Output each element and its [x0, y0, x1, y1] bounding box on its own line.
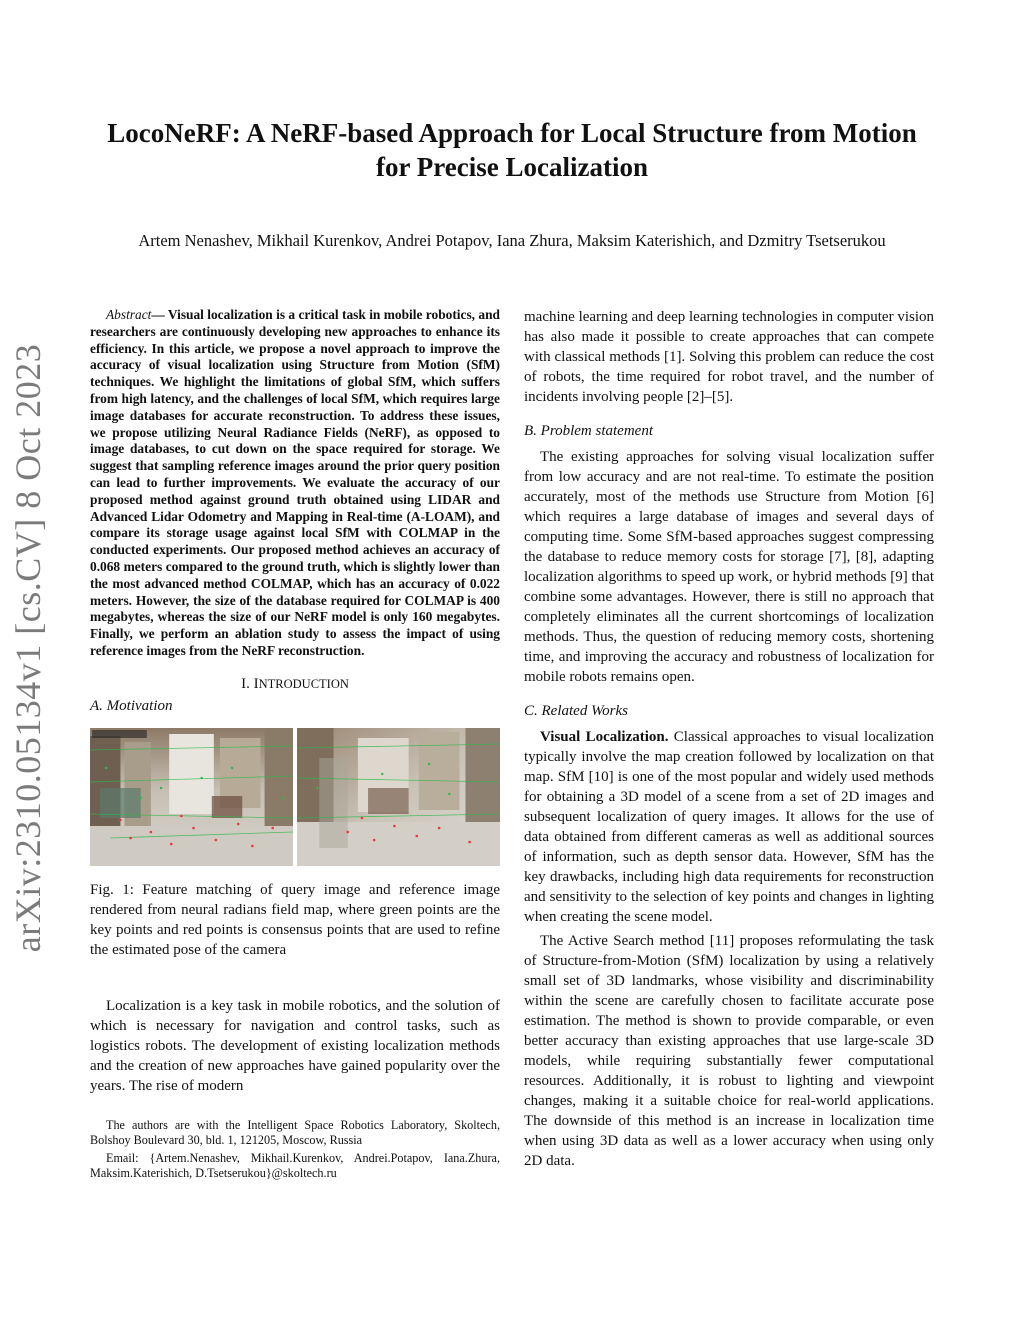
active-search-paragraph: The Active Search method [11] proposes reformulating the task of Structure-from-Motion (SfM) localization by using a relatively small set of 3D landmarks, whose visibility and discriminability within the scene are carefully chosen to facilitate accurate pose estimation. The method is shown to provide comparable, or even better accuracy than existing approaches that use large-scale 3D models, while requiring substantially fewer computational resources. Additionally, it is robust to lighting and viewpoint changes, making it a suitable choice for real-world applications. The downside of this method is an increase in localization time when using 3D data as well as a lower accuracy when using only 2D data. — [524, 933, 934, 1169]
query-image — [90, 728, 293, 866]
intro-continuation: machine learning and deep learning technologies in computer vision has also made it possible to create approaches that can compete with classical methods [1]. Solving this problem can reduce the cost of robots, the time required for robot travel, and the number of incidents involving people [2]–[5]. — [524, 309, 934, 405]
abstract-text: Visual localization is a critical task in mobile robotics, and researchers are continuously developing new approaches to enhance its efficiency. In this article, we propose a novel approach to improve the accuracy of visual localization using Structure from Motion (SfM) techniques. We highlight the limitations of global SfM, which suffers from high latency, and the challenges of local SfM, which requires large image databases for accurate reconstruction. To address these issues, we propose utilizing Neural Radiance Fields (NeRF), as opposed to image databases, to cut down on the space required for storage. We suggest that sampling reference images around the prior query position can lead to further improvements. We evaluate the accuracy of our proposed method against ground truth obtained using LIDAR and Advanced Lidar Odometry and Mapping in Real-time (A-LOAM), and compare its storage usage against local SfM with COLMAP in the conducted experiments. Our proposed method achieves an accuracy of 0.068 meters compared to the ground truth, which is slightly lower than the most advanced method COLMAP, which has an accuracy of 0.022 meters. However, the size of the database required for COLMAP is 400 megabytes, whereas the size of our NeRF model is only 160 megabytes. Finally, we perform an ablation study to assess the impact of using reference images from the NeRF reconstruction. — [90, 307, 500, 658]
figure-1-caption: Fig. 1: Feature matching of query image and reference image rendered from neural radians field map, where green points are the key points and red points is consensus points that are used to refine the estimated pose of the camera — [90, 881, 500, 958]
abstract-label: Abstract — [106, 307, 152, 322]
visual-localization-paragraph — [524, 727, 934, 927]
figure-1 — [90, 728, 500, 866]
subsection-problem-statement: B. Problem statement — [524, 423, 654, 439]
footnote — [90, 1118, 500, 1181]
paper-title — [60, 116, 964, 184]
reference-image — [297, 728, 500, 866]
subsection-motivation: A. Motivation — [90, 697, 173, 714]
visual-localization-text: Classical approaches to visual localization typically involve the map creation followed by localization on that map. SfM [10] is one of the most popular and widely used methods for obtaining a 3D model of a scene from a set of 2D images and subsequent localization of query images. It allows for the use of data obtained from different cameras as well as additional sources of information, such as depth sensor data. However, SfM has the key drawbacks, including high data requirements for reconstruction and sensitivity to the selection of key points and changes in lighting when creating the scene model. — [524, 729, 935, 925]
footnote-email: Email: {Artem.Nenashev, Mikhail.Kurenkov, Andrei.Potapov, Iana.Zhura, Maksim.Katerishich, D.Tsetserukou}@skoltech.ru — [90, 1150, 500, 1180]
title-line-2: for Precise Localization — [376, 152, 648, 182]
title-line-1: LocoNeRF: A NeRF-based Approach for Local Structure from Motion — [107, 118, 917, 148]
intro-paragraph: Localization is a key task in mobile robotics, and the solution of which is necessary for navigation and control tasks, such as logistics robots. The development of existing localization methods and the creation of new approaches have gained popularity over the years. The rise of modern — [90, 997, 500, 1094]
section-heading-introduction: I. INTRODUCTION — [241, 675, 349, 692]
footnote-affiliation: The authors are with the Intelligent Space Robotics Laboratory, Skoltech, Bolshoy Boulevard 30, bld. 1, 121205, Moscow, Russia — [90, 1117, 500, 1147]
abstract — [90, 307, 500, 660]
problem-paragraph: The existing approaches for solving visual localization suffer from low accuracy and are not real-time. To estimate the position accurately, most of the methods use Structure from Motion [6] which requires a large database of images and several days of computing time. Some SfM-based approaches suggest compressing the database to reduce memory costs for storage [7], [8], adapting localization algorithms to speed up work, or hybrid methods [9] that combine some advantages. However, there is still no approach that completely eliminates all the current shortcomings of localization methods. Thus, the question of reducing memory costs, shortening time, and improving the accuracy and robustness of localization for mobile robots remains open. — [524, 449, 934, 685]
abstract-dash: — — [151, 307, 168, 322]
subsection-related-works: C. Related Works — [524, 703, 629, 719]
visual-localization-runin: Visual Localization. — [540, 729, 669, 745]
arxiv-stamp: arXiv:2310.05134v1 [cs.CV] 8 Oct 2023 — [8, 343, 49, 952]
author-list: Artem Nenashev, Mikhail Kurenkov, Andrei Potapov, Iana Zhura, Maksim Katerishich, and Dzmitry Tsetserukou — [138, 231, 886, 250]
right-column — [524, 307, 934, 1171]
left-column — [90, 307, 500, 1181]
